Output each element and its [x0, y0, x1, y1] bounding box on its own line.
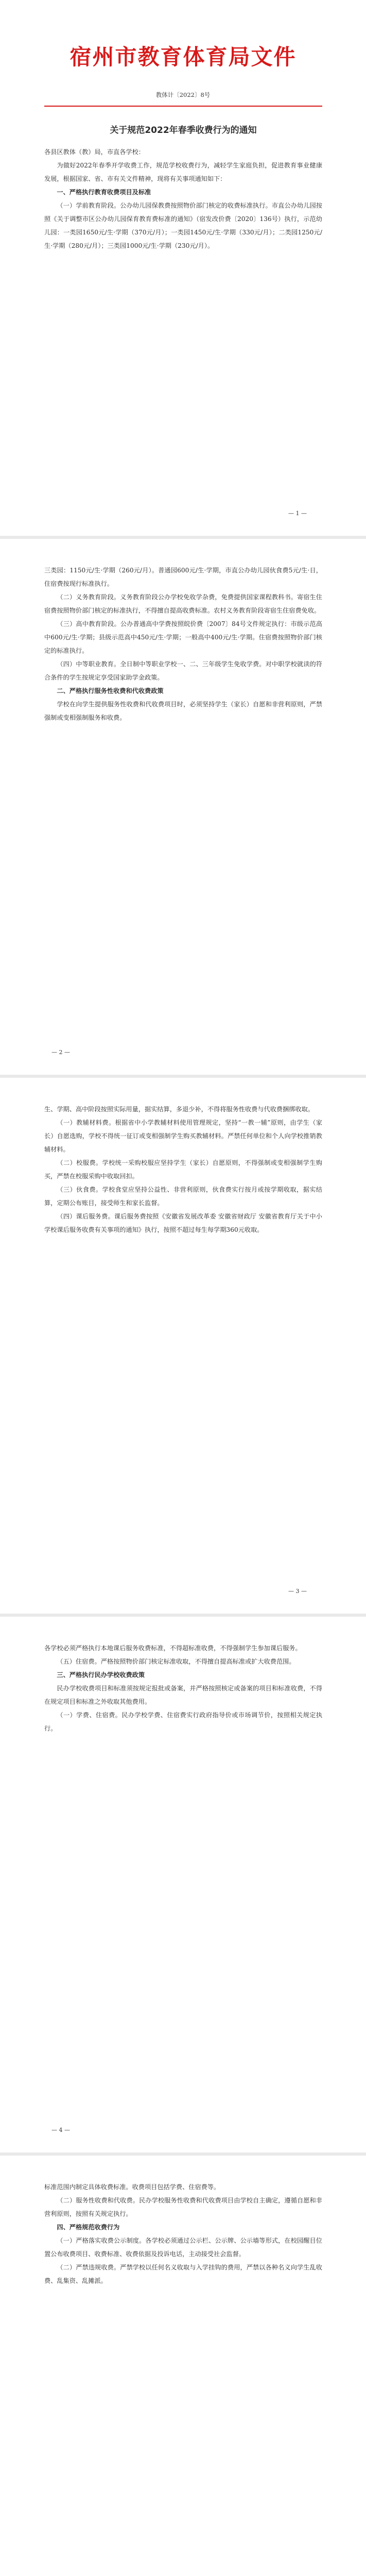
body-paragraph: （一）教辅材料费。根据省中小学教辅材料使用管理规定，坚持“一教一辅”原则，由学生（家长）自愿选购，学校不得统一征订或变相强制学生购买教辅材料。严禁任何单位和个人向学校推销教辅材料。	[44, 1119, 322, 1153]
page-body	[44, 564, 322, 724]
page-body	[44, 145, 322, 252]
body-paragraph: （四）中等职业教育。全日制中等职业学校一、二、三年级学生免收学费。对中职学校就读的符合条件的学生按规定享受国家助学金政策。	[44, 660, 322, 681]
page-3	[0, 1078, 366, 1614]
body-paragraph: （二）义务教育阶段。义务教育阶段公办学校免收学杂费，免费提供国家课程教科书。寄宿生住宿费按照物价部门核定的标准执行，不得擅自提高收费标准。农村义务教育阶段寄宿生住宿费免收。	[44, 594, 322, 614]
body-paragraph: 标准范围内制定具体收费标准。收费项目包括学费、住宿费等。	[44, 2183, 220, 2191]
red-divider	[44, 106, 322, 107]
section-heading: 四、严格规范收费行为	[57, 2224, 120, 2231]
page-4	[0, 1617, 366, 2153]
body-paragraph: （五）住宿费。严格按照物价部门核定标准收取，不得擅自提高标准或扩大收费范围。	[57, 1658, 295, 1665]
page-5	[0, 2156, 366, 2576]
page-number: — 1 —	[288, 510, 307, 517]
body-paragraph: 学校在向学生提供服务性收费和代收费项目时，必须坚持学生（家长）自愿和非营利原则，严禁强制或变相强制服务和收费。	[44, 701, 322, 721]
body-paragraph: 各学校必须严格执行本地课后服务收费标准，不得超标准收费，不得强制学生参加课后服务。	[44, 1645, 302, 1652]
body-paragraph: （一）学前教育阶段。公办幼儿园保教费按照物价部门核定的收费标准执行。市直公办幼儿园按照《关于调整市区公办幼儿园保育教育费标准的通知》（宿发改价费〔2020〕136号）执行，示范幼儿园：一类园1650元/生·学期（370元/月）；一类园1450元/生·学期（330元/月）；二类园1250元/生·学期（280元/月）；三类园1000元/生·学期（230元/月）。	[44, 202, 322, 249]
body-paragraph: （三）伙食费。学校食堂应坚持公益性、非营利原则，伙食费实行按月或按学期收取，据实结算，定期公布账目，接受师生和家长监督。	[44, 1186, 322, 1207]
body-paragraph: （四）课后服务费。课后服务费按照《安徽省发展改革委 安徽省财政厅 安徽省教育厅关于中小学校课后服务收费有关事项的通知》执行，按照不超过每生每学期360元收取。	[44, 1213, 322, 1233]
document-number: 教体计〔2022〕8号	[155, 91, 211, 98]
page-number: — 3 —	[288, 1588, 307, 1595]
page-2	[0, 539, 366, 1075]
body-paragraph: （二）校服费。学校统一采购校服应坚持学生（家长）自愿原则，不得强制或变相强制学生购买，严禁在校服采购中收取回扣。	[44, 1159, 322, 1180]
body-paragraph: （一）严格落实收费公示制度。各学校必须通过公示栏、公示牌、公示墙等形式，在校园醒目位置公布收费项目、收费标准、收费依据及投诉电话，主动接受社会监督。	[44, 2237, 322, 2258]
section-heading: 一、严格执行教育收费项目及标准	[57, 189, 151, 196]
section-heading: 三、严格执行民办学校收费政策	[57, 1671, 145, 1679]
page-body	[44, 1641, 322, 1735]
body-paragraph: 三类园：1150元/生·学期（260元/月）。普通园600元/生·学期，市直公办幼儿园伙食费5元/生·日，住宿费按现行标准执行。	[44, 567, 322, 587]
document-header-title: 宿州市教育体育局文件	[69, 44, 297, 70]
page-body	[44, 1103, 322, 1236]
body-paragraph: 生、学期、高中阶段按照实际用量，据实结算，多退少补，不得将服务性收费与代收费捆绑收取。	[44, 1106, 315, 1113]
page-body	[44, 2180, 322, 2287]
page-number: — 4 —	[51, 2127, 70, 2133]
page-number: — 2 —	[51, 1049, 70, 1056]
body-paragraph: （二）服务性收费和代收费。民办学校服务性收费和代收费项目由学校自主确定，遵循自愿和非营利原则，按照有关规定执行。	[44, 2197, 322, 2217]
section-heading: 二、严格执行服务性收费和代收费政策	[57, 687, 164, 694]
body-paragraph: 民办学校收费项目和标准须按规定报批或备案，并严格按照核定或备案的项目和标准收费，不得在规定项目和标准之外收取其他费用。	[44, 1685, 322, 1705]
body-paragraph: 各县区教体（教）局，市直各学校：	[44, 148, 145, 156]
page-1	[0, 0, 366, 536]
body-paragraph: （二）严禁违规收费。严禁学校以任何名义收取与入学挂钩的费用，严禁以各种名义向学生乱收费、乱集资、乱摊派。	[44, 2264, 322, 2284]
document-title: 关于规范2022年春季收费行为的通知	[110, 125, 257, 135]
body-paragraph: （一）学费、住宿费。民办学校学费、住宿费实行政府指导价或市场调节价，按照相关规定执行。	[44, 1711, 322, 1732]
body-paragraph: 为做好2022年春季开学收费工作，规范学校收费行为，减轻学生家庭负担，促进教育事业健康发展，根据国家、省、市有关文件精神，现将有关事项通知如下：	[44, 162, 322, 182]
body-paragraph: （三）高中教育阶段。公办普通高中学费按照皖价费〔2007〕84号文件规定执行：市级示范高中600元/生·学期；县级示范高中450元/生·学期；一般高中400元/生·学期。住宿费按照物价部门核定的标准执行。	[44, 620, 322, 654]
